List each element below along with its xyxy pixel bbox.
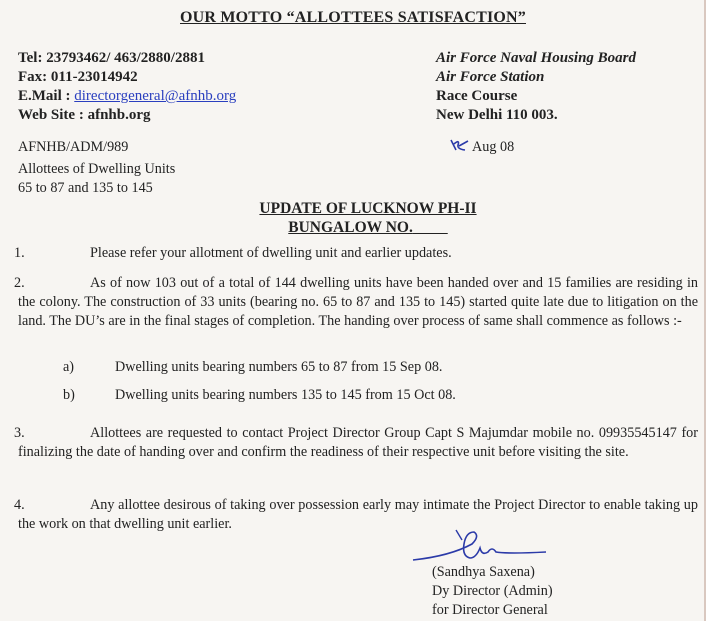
para-2-text: As of now 103 out of a total of 144 dwelling units have been handed over and 15 families are residing in the colony. The construction of 33 units (bearing no. 65 to 87 and 135 to 145) started quite late due to litigation on the land. The DU’s are in the final stages of completion. The handing over process of same shall commence as follows :- — [18, 275, 698, 329]
signatory-designation: Dy Director (Admin) — [432, 583, 553, 599]
motto-heading: OUR MOTTO “ALLOTTEES SATISFACTION” — [180, 9, 526, 26]
fax-line: Fax: 011-23014942 — [18, 69, 138, 85]
signatory-name: (Sandhya Saxena) — [432, 564, 535, 580]
subject-title — [0, 199, 706, 237]
signatory-on-behalf: for Director General — [432, 602, 548, 618]
letter-date: Aug 08 — [472, 139, 515, 155]
email-label: E.Mail : — [18, 88, 71, 104]
para-1-text: Please refer your allotment of dwelling unit and earlier updates. — [90, 245, 452, 261]
para-4-number: 4. — [14, 497, 25, 513]
website-line: Web Site : afnhb.org — [18, 107, 151, 123]
address-block — [436, 49, 636, 125]
reference-number: AFNHB/ADM/989 — [18, 139, 129, 155]
subject-line-2: BUNGALOW NO. — [288, 219, 413, 236]
station-name: Air Force Station — [436, 69, 545, 85]
subitem-a-text: Dwelling units bearing numbers 65 to 87 from 15 Sep 08. — [115, 359, 443, 375]
subject-line-1: UPDATE OF LUCKNOW PH-II — [259, 200, 477, 217]
contact-block — [18, 49, 236, 125]
date-initial-mark — [449, 137, 471, 153]
para-4-text: Any allottee desirous of taking over possession early may intimate the Project Director to enable taking up the work on that dwelling unit earlier. — [18, 497, 698, 532]
area-name: Race Course — [436, 88, 518, 104]
tel-line: Tel: 23793462/ 463/2880/2881 — [18, 50, 205, 66]
para-3-number: 3. — [14, 425, 25, 441]
subitem-b-label: b) — [63, 387, 75, 403]
signature-block — [432, 563, 553, 620]
recipient-line-2: 65 to 87 and 135 to 145 — [18, 180, 153, 196]
handwritten-signature — [410, 526, 550, 566]
recipient-line-1: Allottees of Dwelling Units — [18, 161, 176, 177]
para-3-text: Allottees are requested to contact Project Director Group Capt S Majumdar mobile no. 09935545147 for finalizing the date of handing over and confirm the readiness of their respective unit before visiting the site. — [18, 425, 698, 460]
org-name: Air Force Naval Housing Board — [436, 50, 637, 66]
subitem-a-label: a) — [63, 359, 75, 375]
email-link[interactable]: directorgeneral@afnhb.org — [74, 88, 237, 104]
para-1-number: 1. — [14, 245, 25, 261]
subitem-b-text: Dwelling units bearing numbers 135 to 145 from 15 Oct 08. — [115, 387, 456, 403]
email-line — [18, 87, 236, 106]
para-2-number: 2. — [14, 275, 25, 291]
city-name: New Delhi 110 003. — [436, 107, 558, 123]
